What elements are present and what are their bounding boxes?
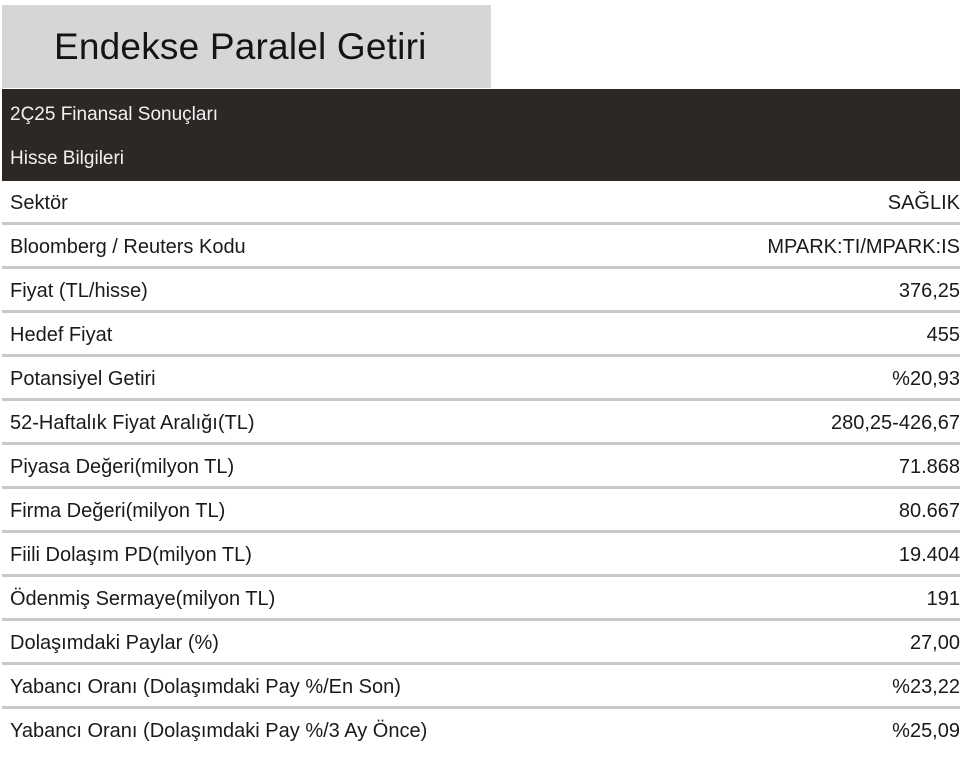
row-label: Yabancı Oranı (Dolaşımdaki Pay %/3 Ay Önce) bbox=[10, 720, 428, 742]
table-row bbox=[2, 269, 960, 313]
row-label: Sektör bbox=[10, 192, 68, 214]
row-label: 52-Haftalık Fiyat Aralığı(TL) bbox=[10, 412, 255, 434]
section-subtitle-stock-info: Hisse Bilgileri bbox=[10, 148, 125, 169]
row-label: Yabancı Oranı (Dolaşımdaki Pay %/En Son) bbox=[10, 676, 401, 698]
row-label: Dolaşımdaki Paylar (%) bbox=[10, 632, 219, 654]
table-row bbox=[2, 533, 960, 577]
row-value: 280,25-426,67 bbox=[830, 412, 960, 434]
row-value: 80.667 bbox=[898, 500, 960, 522]
row-value: 455 bbox=[926, 324, 960, 346]
table-row bbox=[2, 181, 960, 225]
row-value: 71.868 bbox=[898, 456, 960, 478]
stock-info-table bbox=[2, 181, 960, 753]
section-header-band bbox=[2, 89, 960, 181]
row-value: %25,09 bbox=[892, 720, 960, 742]
table-row bbox=[2, 709, 960, 753]
table-row bbox=[2, 665, 960, 709]
row-label: Bloomberg / Reuters Kodu bbox=[10, 236, 246, 258]
row-value: %20,93 bbox=[892, 368, 960, 390]
table-row bbox=[2, 313, 960, 357]
row-label: Firma Değeri(milyon TL) bbox=[10, 500, 226, 522]
table-row bbox=[2, 225, 960, 269]
table-row bbox=[2, 621, 960, 665]
row-value: 376,25 bbox=[898, 280, 960, 302]
row-value: 27,00 bbox=[909, 632, 960, 654]
table-row bbox=[2, 489, 960, 533]
page-title-box bbox=[2, 5, 491, 88]
table-row bbox=[2, 401, 960, 445]
row-value: MPARK:TI/MPARK:IS bbox=[767, 236, 960, 258]
page-title: Endekse Paralel Getiri bbox=[54, 25, 427, 67]
row-label: Fiyat (TL/hisse) bbox=[10, 280, 148, 302]
row-value: 191 bbox=[926, 588, 960, 610]
row-value: SAĞLIK bbox=[887, 192, 960, 214]
table-row bbox=[2, 357, 960, 401]
row-label: Fiili Dolaşım PD(milyon TL) bbox=[10, 544, 252, 566]
row-label: Ödenmiş Sermaye(milyon TL) bbox=[10, 588, 276, 610]
row-label: Hedef Fiyat bbox=[10, 324, 113, 346]
table-row bbox=[2, 445, 960, 489]
row-value: 19.404 bbox=[898, 544, 960, 566]
row-value: %23,22 bbox=[892, 676, 960, 698]
row-label: Potansiyel Getiri bbox=[10, 368, 156, 390]
section-subtitle-results: 2Ç25 Finansal Sonuçları bbox=[10, 104, 219, 125]
table-row bbox=[2, 577, 960, 621]
row-label: Piyasa Değeri(milyon TL) bbox=[10, 456, 235, 478]
